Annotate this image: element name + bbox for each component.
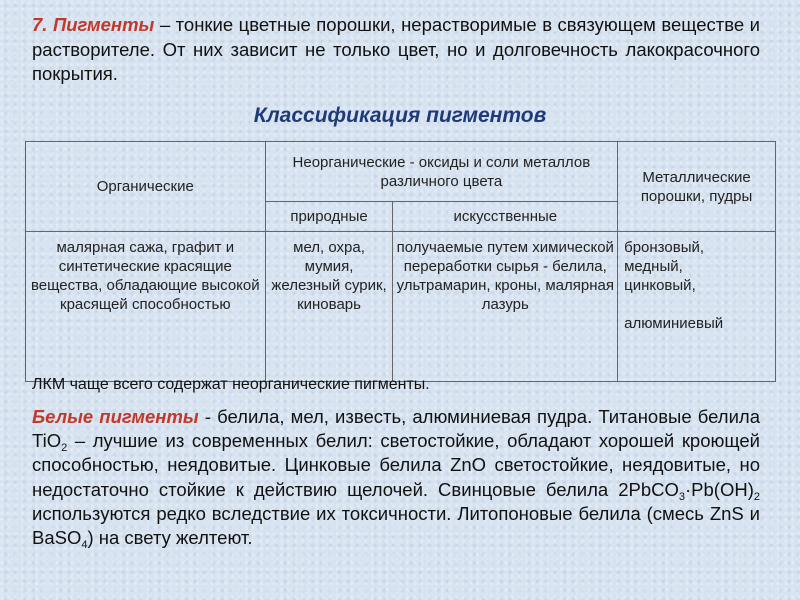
subscript: 2 [753, 490, 760, 503]
text-run: ) на свету желтеют. [87, 527, 253, 549]
text-run: – лучшие из современных белил: светостойкие, обладают хорошей кроющей способностью, неядовитые. Цинковые белила [32, 430, 760, 476]
text-run: используются редко вследствие их токсичности. Литопоновые белила (смесь [32, 502, 710, 524]
text-run: и [743, 502, 760, 524]
metal-item: бронзовый, [624, 239, 705, 256]
artificial-header: искусственные [393, 202, 618, 232]
intro-dash: – [154, 14, 176, 35]
artificial-body: получаемые путем химической переработки сырья - белила, ультрамарин, кроны, малярная лазурь [393, 232, 618, 382]
natural-body: мел, охра, мумия, железный сурик, киноварь [265, 232, 393, 382]
formula-zns: ZnS [709, 502, 744, 524]
text-run: - белила, мел, известь, алюминиевая пудра. Титановые белила [198, 406, 760, 427]
text-run: светостойкие, неядовитые, но недостаточно стойкие к действию щелочей. Свинцовые белила [32, 454, 760, 500]
classification-table [25, 141, 776, 382]
formula-lead-white: ·Pb(OH) [685, 478, 754, 500]
metal-body [618, 232, 776, 382]
term-white-pigments: Белые пигменты [32, 406, 199, 427]
section-number: 7. [32, 14, 48, 35]
footnote: ЛКМ чаще всего содержат неорганические пигменты. [32, 376, 430, 393]
inorganic-header: Неорганические - оксиды и соли металлов различного цвета [265, 142, 618, 202]
formula-tio2: TiO [32, 430, 62, 452]
organic-body: малярная сажа, графит и синтетические красящие вещества, обладающие высокой красящей способностью [26, 232, 266, 382]
intro-definition: тонкие цветные порошки, нерастворимые в связующем веществе и растворителе. От них зависит не только цвет, но и долговечность лакокрасочного покрытия. [32, 14, 760, 84]
subscript: 4 [81, 539, 88, 552]
metal-header: Металлические порошки, пудры [618, 142, 776, 232]
metal-item: цинковый, [624, 277, 696, 294]
formula-baso4: BaSO [32, 527, 82, 549]
natural-header: природные [265, 202, 393, 232]
term-pigments: Пигменты [52, 14, 155, 35]
subscript: 3 [678, 490, 685, 503]
white-pigments-paragraph [32, 405, 760, 550]
metal-item: медный, [624, 258, 683, 275]
formula-zno: ZnO [450, 454, 487, 476]
formula-lead-white: 2PbCO [618, 478, 679, 500]
intro-paragraph [32, 13, 760, 87]
metal-item: алюминиевый [624, 315, 724, 332]
organic-header: Органические [26, 142, 266, 232]
classification-heading: Классификация пигментов [253, 104, 547, 127]
subscript: 2 [61, 442, 68, 455]
